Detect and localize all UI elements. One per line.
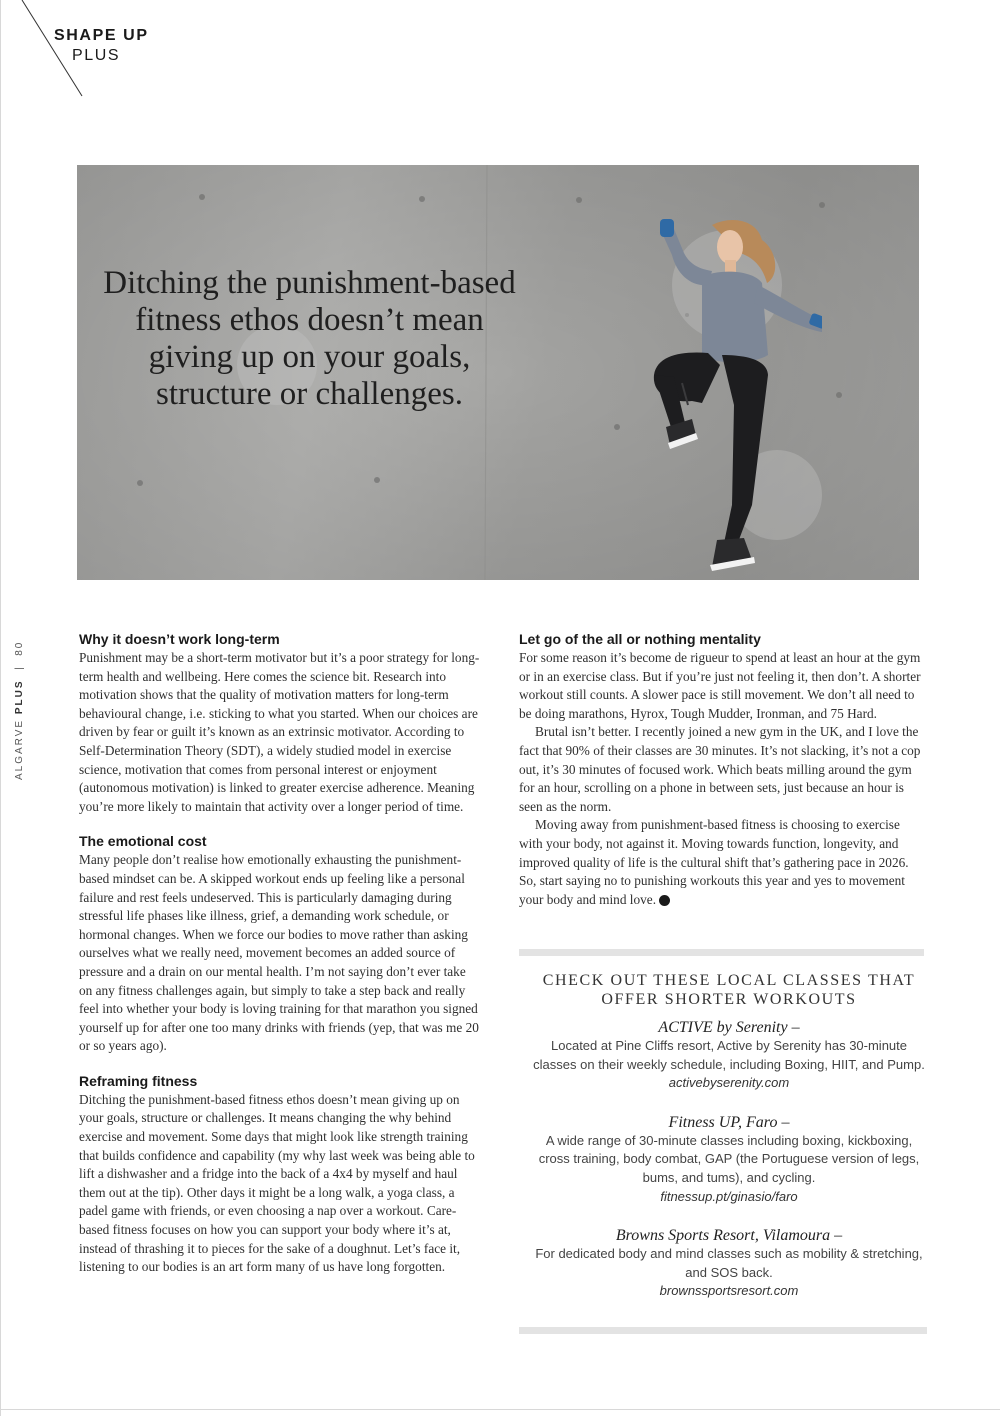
hero-image (77, 165, 919, 580)
page-number: 80 (14, 640, 25, 656)
venue-entry (519, 1226, 939, 1301)
paragraph (519, 816, 921, 909)
venue-name: Browns Sports Resort, Vilamoura – (615, 1227, 843, 1245)
box-bottom-bar (519, 1327, 927, 1334)
section-heading: Reframing fitness (79, 1072, 198, 1089)
left-column (79, 631, 481, 1294)
paragraph: For some reason it’s become de rigueur to spend at least an hour at the gym or in an exercise class. But if you’re just not feeling it, then don’t. A shorter workout still counts. A slower pace is still movement. We don’t all need to be doing marathons, Hyrox, Tough Mudder, Ironman, and 75 Hard. (519, 650, 921, 721)
section-body: Ditching the punishment-based fitness ethos doesn’t mean giving up on your goals, structure or challenges. It means changing the why behind exercise and movement. Some days that might look like strength training that builds confidence and capability (my why last week was being able to lift a dishwasher and a fridge into the back of a 4x4 by myself and haul them out at the tip). Other days it might be a long walk, a yoga class, a padel game with friends, or even choosing a nap over a workout. Care-based fitness focuses on how you can support your body where it’s at, instead of thrashing it to pieces for the sake of a doughnut. Let’s face it, listening to our bodies is an art form many of us have long forgotten. (79, 1091, 475, 1275)
end-of-article-icon: AP (659, 895, 670, 906)
pull-quote: Ditching the punishment-based fitness ethos doesn’t mean giving up on your goals, structure or challenges. (103, 265, 516, 412)
right-column (519, 631, 921, 909)
section-heading: The emotional cost (79, 833, 207, 850)
local-classes-box (519, 966, 939, 1321)
venue-link[interactable]: activebyserenity.com (668, 1075, 790, 1091)
folio-magazine-bold: PLUS (14, 679, 25, 715)
article-section (79, 631, 481, 816)
venue-description: For dedicated body and mind classes such as mobility & stretching, and SOS back. (535, 1246, 923, 1280)
venue-entry (519, 1113, 939, 1206)
venue-name: ACTIVE by Serenity – (658, 1019, 800, 1036)
paragraph-text: Moving away from punishment-based fitness is choosing to exercise with your body, not against it. Moving towards function, longevity, and improved quality of life is the cultural shift that’s gathering pace in 2026. So, start saying no to punishing workouts this year and yes to movement your body and mind love. (519, 817, 909, 907)
section-body: Many people don’t realise how emotionally exhausting the punishment-based mindset can be. A skipped workout ends up feeling like a personal failure and rest feels undeserved. This is particularly damaging during stressful life phases like illness, grief, a demanding work schedule, or hormonal changes. When we force our bodies to move rather than asking ourselves what we really need, movement becomes an added source of pressure and a drain on our mental health. I’m not saying don’t ever take on any fitness challenges again, but simply to take a step back and really feel into whether your body is loving training for that marathon you signed yourself up for after one too many drinks with friends (yep, that was me 20 or so years ago). (79, 852, 479, 1054)
article-section (79, 1073, 481, 1277)
folio-separator: | (14, 665, 25, 670)
runner-figure (562, 205, 822, 580)
page-border-bottom (0, 1409, 1000, 1410)
folio-magazine: ALGARVE (14, 718, 25, 780)
venue-link[interactable]: fitnessup.pt/ginasio/faro (660, 1188, 798, 1204)
page-border (0, 0, 1, 1416)
venue-link[interactable]: brownssportsresort.com (659, 1283, 799, 1299)
box-top-bar (519, 949, 924, 956)
section-heading: Why it doesn’t work long-term (79, 631, 280, 647)
page-folio (14, 641, 25, 780)
venue-entry (519, 1018, 939, 1093)
box-heading: CHECK OUT THESE LOCAL CLASSES THAT OFFER SHORTER WORKOUTS (542, 972, 916, 1008)
section-title: SHAPE UP (54, 27, 149, 44)
section-heading: Let go of the all or nothing mentality (519, 631, 761, 647)
section-body: Punishment may be a short-term motivator but it’s a poor strategy for long-term health and wellbeing. Here comes the science bit. Research into motivation shows that the quality of motivation matters for long-term behavioural change, i.e. sticking to what you started. When our choices are driven by fear or guilt it’s known as an extrinsic motivator. According to Self-Determination Theory (SDT), a widely studied model in exercise science, motivation that comes from personal interest or enjoyment (autonomous motivation) is linked to greater exercise adherence. Meaning you’re more likely to maintain that activity over a longer period of time. (79, 650, 480, 814)
article-section (79, 833, 481, 1056)
paragraph: Brutal isn’t better. I recently joined a new gym in the UK, and I love the fact that 90% of their classes are 30 minutes. It’s not slacking, it’s not a cop out, it’s 30 minutes of focused work. Which beats milling around the gym for an hour, scrolling on a phone in between sets, just because an hour is seen as the norm. (519, 724, 921, 814)
venue-description: Located at Pine Cliffs resort, Active by Serenity has 30-minute classes on their weekly schedule, including Boxing, HIIT, and Pump. (533, 1038, 925, 1072)
venue-name: Fitness UP, Faro – (668, 1113, 790, 1131)
venue-description: A wide range of 30-minute classes including boxing, kickboxing, cross training, body combat, GAP (the Portuguese version of legs, bums, and tums), and cycling. (538, 1132, 920, 1185)
section-subtitle: PLUS (72, 47, 121, 64)
